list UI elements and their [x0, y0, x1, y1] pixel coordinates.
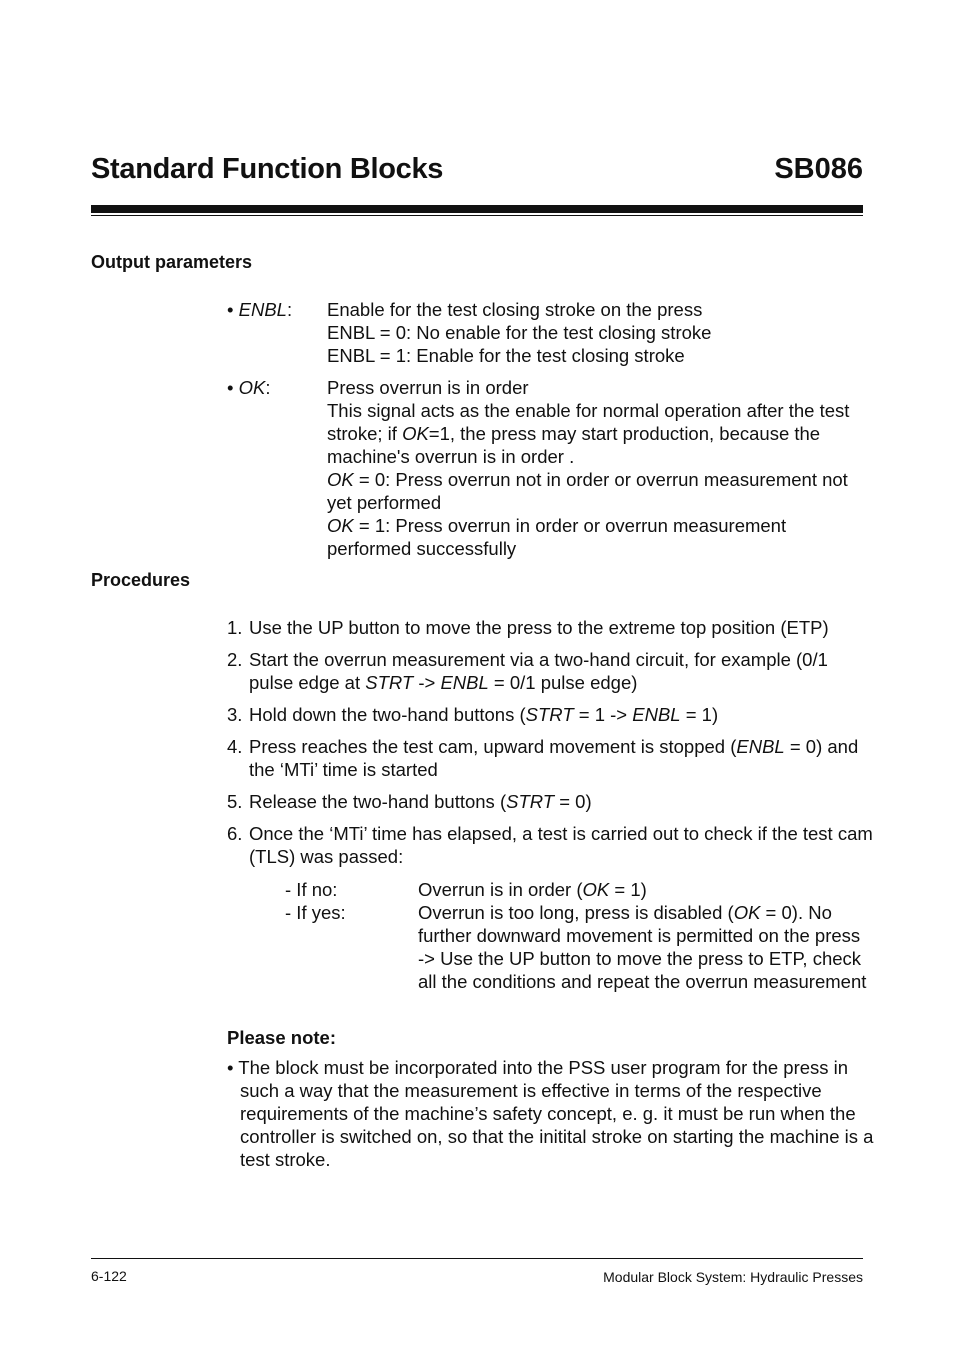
- step-number: 3.: [227, 704, 243, 725]
- param-ok-label: [227, 376, 271, 399]
- procedure-step: [227, 648, 859, 694]
- text-run: = 1): [609, 879, 647, 900]
- output-parameters-heading: Output parameters: [91, 252, 253, 272]
- step-number: 5.: [227, 791, 243, 812]
- step-number: 6.: [227, 823, 243, 844]
- param-ref: STRT: [506, 791, 555, 812]
- param-ref: ENBL: [440, 672, 489, 693]
- param-ref: OK: [733, 902, 761, 923]
- param-enbl-label: [227, 298, 292, 321]
- procedure-step: [227, 703, 877, 726]
- procedure-steps: [227, 616, 877, 877]
- step-number: 4.: [227, 736, 243, 757]
- page-number: 6-122: [91, 1268, 127, 1284]
- param-ref: OK: [327, 469, 354, 490]
- footer-rule: [91, 1258, 863, 1259]
- text-run: Use the UP button to move the press to the extreme top position (ETP): [249, 617, 829, 638]
- procedure-step: [227, 735, 874, 781]
- text-run: = 1 ->: [573, 704, 633, 725]
- procedure-step: [227, 790, 877, 813]
- footer-doc-title: Modular Block System: Hydraulic Presses: [603, 1269, 863, 1285]
- page-title: Standard Function Blocks: [91, 153, 444, 185]
- text-run: = 1): [680, 704, 719, 725]
- param-ref: OK: [402, 423, 429, 444]
- param-enbl-description: [327, 298, 867, 367]
- note-heading: Please note:: [227, 1027, 336, 1048]
- condition-text: [418, 878, 868, 901]
- param-colon: :: [286, 299, 293, 320]
- param-name: OK: [238, 377, 266, 398]
- text-run: Overrun is in order (: [418, 879, 583, 900]
- note-text: • The block must be incorporated into the PSS user program for the press in such a way that the measurement is effective in terms of the respective requirements of the machine’s safety concept, e. g. it must be run when the controller is switched on, so that the initital stroke on starting the machine is a test stroke.: [227, 1057, 874, 1170]
- param-ref: STRT: [365, 672, 414, 693]
- procedure-step: [227, 616, 877, 639]
- param-line: Press overrun is in order: [327, 377, 529, 398]
- step-number: 1.: [227, 617, 243, 638]
- text-run: = 0: Press overrun not in order or overrun measurement not yet performed: [327, 469, 848, 513]
- param-ref: STRT: [525, 704, 574, 725]
- text-run: Once the ‘MTi’ time has elapsed, a test is carried out to check if the test cam (TLS) was passed:: [249, 823, 873, 867]
- text-run: Press reaches the test cam, upward movement is stopped (: [249, 736, 737, 757]
- text-run: ->: [413, 672, 441, 693]
- text-run: Overrun is too long, press is disabled (: [418, 902, 734, 923]
- text-run: = 0). No further downward movement is permitted on the press -> Use the UP button to move the press to ETP, check all the conditions and repeat the overrun measurement: [418, 902, 867, 992]
- param-ref: ENBL: [632, 704, 681, 725]
- param-name: ENBL: [238, 299, 287, 320]
- text-run: = 0/1 pulse edge): [488, 672, 638, 693]
- param-ref: OK: [582, 879, 610, 900]
- text-run: =1, the press may start production, because the machine's overrun is in order .: [327, 423, 821, 467]
- param-line: [327, 399, 852, 468]
- param-line: Enable for the test closing stroke on the press: [327, 299, 703, 320]
- header-rule-thin: [91, 215, 863, 216]
- procedure-step: [227, 822, 874, 868]
- text-run: = 1: Press overrun in order or overrun measurement performed successfully: [327, 515, 787, 559]
- condition-label: - If yes:: [285, 902, 346, 923]
- block-code: SB086: [774, 153, 863, 185]
- text-run: Hold down the two-hand buttons (: [249, 704, 526, 725]
- param-ref: ENBL: [736, 736, 785, 757]
- param-line: [327, 514, 852, 560]
- bullet: •: [227, 299, 234, 320]
- text-run: Release the two-hand buttons (: [249, 791, 507, 812]
- condition-label: - If no:: [285, 879, 338, 900]
- param-line: [327, 468, 852, 514]
- bullet: •: [227, 377, 234, 398]
- param-line: ENBL = 1: Enable for the test closing stroke: [327, 345, 685, 366]
- header-rule-thick: [91, 205, 863, 213]
- param-colon: :: [265, 377, 271, 398]
- text-run: = 0): [554, 791, 592, 812]
- condition-text: [418, 901, 868, 993]
- text-run: Start the overrun measurement via a two-hand circuit, for example (0/1 pulse edge at: [249, 649, 828, 693]
- text-run: This signal acts as the enable for normal operation after the test stroke; if: [327, 400, 850, 444]
- param-line: ENBL = 0: No enable for the test closing stroke: [327, 322, 712, 343]
- text-run: = 0) and the ‘MTi’ time is started: [249, 736, 859, 780]
- step-number: 2.: [227, 649, 243, 670]
- procedures-heading: Procedures: [91, 570, 191, 590]
- param-ref: OK: [327, 515, 354, 536]
- param-ok-description: [327, 376, 852, 560]
